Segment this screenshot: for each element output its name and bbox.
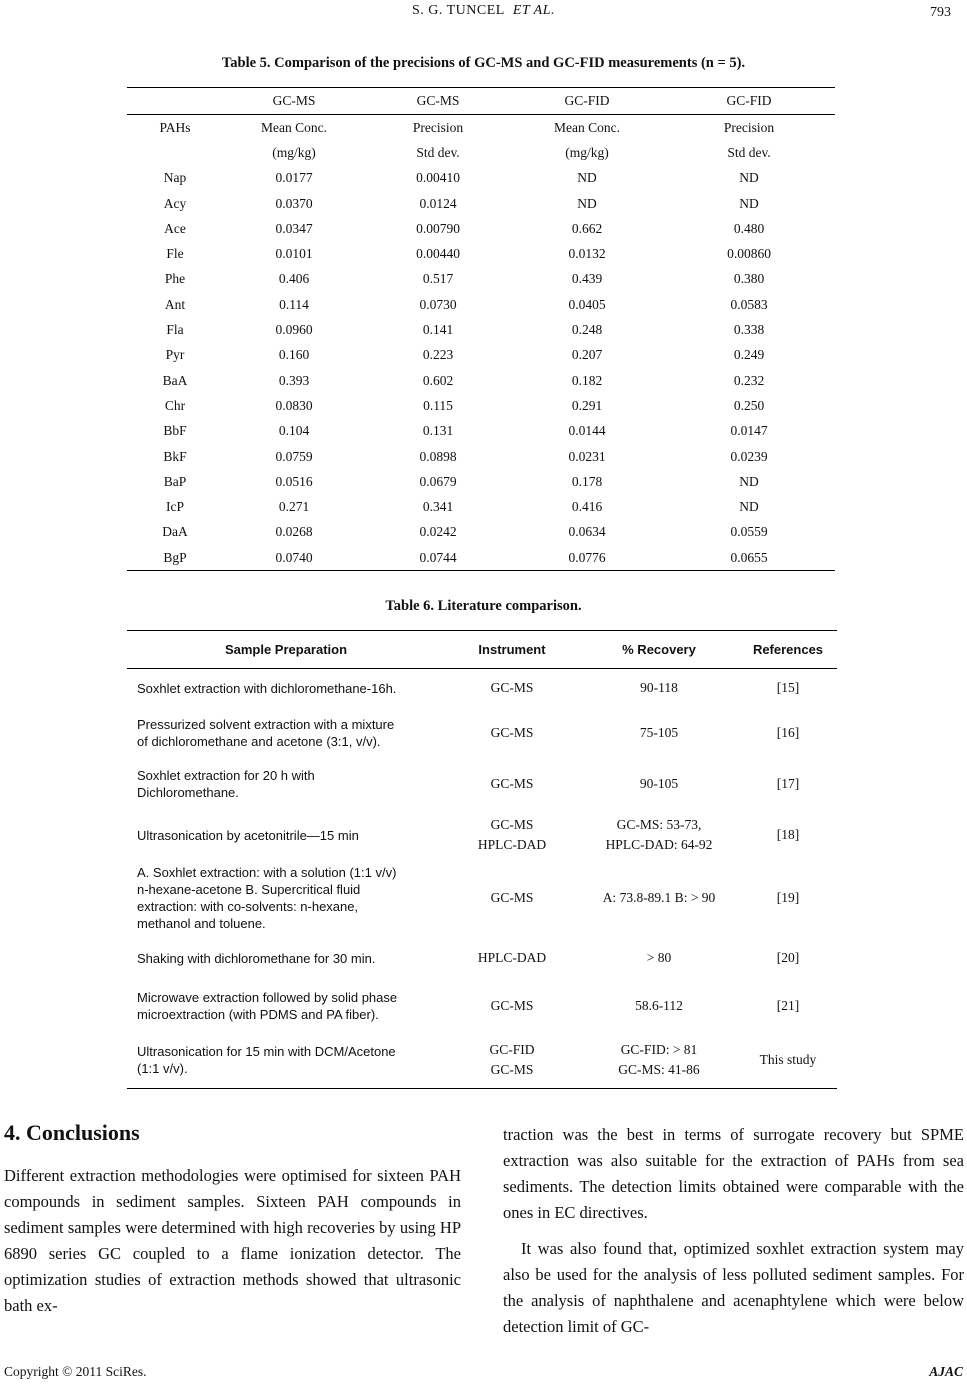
table5-value-cell: 0.104 [278, 423, 310, 439]
table5-value-cell: 0.0830 [275, 397, 313, 413]
table5-header-row [127, 115, 835, 141]
table6-recovery-cell-line: 75-105 [639, 725, 679, 740]
table6-instrument-cell-line: HPLC-DAD [477, 837, 547, 852]
table6-reference-cell: [16] [776, 725, 800, 740]
table5-pah-cell: Acy [163, 195, 187, 211]
table5-value-cell: 0.115 [423, 397, 453, 413]
table5-value-cell: 0.0242 [419, 524, 457, 540]
table5-row [127, 368, 835, 393]
table6-prep-cell-line: Soxhlet extraction for 20 h with [137, 768, 315, 783]
table5-value-cell: 0.0730 [419, 296, 457, 312]
table6-instrument-cell [445, 708, 579, 759]
table6-recovery-cell-line: 90-118 [640, 680, 678, 696]
copyright-text: Copyright © 2011 SciRes. [4, 1364, 147, 1379]
table6-recovery-cell-line: GC-MS: 41-86 [618, 1061, 700, 1077]
table5-header-cell: Std dev. [727, 144, 771, 160]
table6-prep-cell-line: Shaking with dichloromethane for 30 min. [137, 950, 376, 966]
table5-row [127, 317, 835, 342]
table6-recovery-cell-line: A: 73.8-89.1 B: > 90 [602, 890, 716, 905]
table5-value-cell: 0.223 [422, 347, 454, 363]
table6-prep-cell [127, 708, 445, 759]
table5-header-cell: GC-FID [663, 88, 835, 115]
table5-row [127, 191, 835, 216]
table6-reference-cell: [17] [776, 776, 800, 791]
table5-value-cell: 0.0231 [568, 448, 606, 464]
table5-value-cell: 0.341 [422, 499, 454, 515]
table5-value-cell: 0.00860 [727, 246, 771, 262]
table6-caption: Table 6. Literature comparison. [385, 598, 582, 614]
table6-header-cell: References [739, 631, 837, 669]
table5-value-cell: 0.406 [278, 271, 310, 287]
table6-instrument-cell-line: GC-MS [490, 1061, 534, 1077]
table6-prep-cell [127, 981, 445, 1032]
table5-pah-cell: BbF [163, 423, 187, 439]
table6-recovery-cell-line: 58.6-112 [635, 998, 683, 1013]
table5-value-cell: 0.271 [278, 499, 310, 515]
table5-caption: Table 5. Comparison of the precisions of GC-MS and GC-FID measurements (n = 5). [221, 55, 746, 71]
table6-prep-cell-line: Dichloromethane. [137, 785, 239, 800]
table5-header-cell: Mean Conc. [261, 119, 327, 135]
table6-prep-cell-line: Soxhlet extraction with dichloromethane-16h. [137, 680, 397, 696]
left-column [4, 1163, 461, 1319]
table6-recovery-cell [579, 759, 739, 810]
table5-value-cell: 0.00440 [416, 246, 460, 262]
table5-value-cell: 0.160 [278, 347, 310, 363]
table5-pah-cell: BaP [163, 473, 187, 489]
table5-row [127, 166, 835, 191]
right-column [503, 1122, 964, 1340]
table5-value-cell: 0.248 [571, 322, 603, 338]
table6-prep-cell [127, 669, 445, 708]
table5-value-cell: 0.0759 [275, 448, 313, 464]
table5-header-row [127, 88, 835, 115]
body-paragraph: It was also found that, optimized soxhlet extraction system may also be used for the analysis of less polluted sediment samples. For the analysis of naphthalene and acenaphtylene which were below detection limit of GC- [503, 1239, 964, 1336]
table5-header-cell [127, 88, 223, 115]
table6-recovery-cell [579, 669, 739, 708]
table6-recovery-cell-line: 90-105 [639, 776, 679, 791]
table6-prep-cell [127, 759, 445, 810]
table5-value-cell: 0.291 [571, 397, 603, 413]
table6-recovery-cell [579, 861, 739, 936]
table5-value-cell: 0.0147 [730, 423, 768, 439]
table6-prep-cell-line: microextraction (with PDMS and PA fiber). [137, 1007, 379, 1022]
table6-recovery-cell-line: > 80 [646, 950, 672, 965]
table6-prep-cell-line: Ultrasonication for 15 min with DCM/Acetone [137, 1043, 396, 1059]
table6-instrument-cell-line: GC-MS [490, 680, 534, 696]
table6-prep-cell-line: methanol and toluene. [137, 916, 266, 931]
table5-value-cell: 0.207 [571, 347, 603, 363]
table5-value-cell: 0.0101 [275, 246, 313, 262]
table5-value-cell: 0.0268 [275, 524, 313, 540]
table5-value-cell: 0.0239 [730, 448, 768, 464]
table5-pah-cell: BaA [162, 372, 188, 388]
table5-header-cell [127, 140, 223, 165]
table5-pah-cell: DaA [162, 524, 188, 540]
table5-value-cell: 0.0960 [275, 322, 313, 338]
table5-value-cell: ND [739, 473, 759, 489]
table6-header-cell: Sample Preparation [127, 631, 445, 669]
table5-value-cell: 0.0516 [275, 473, 313, 489]
table6-row [127, 759, 837, 810]
table5-pah-cell: Pyr [165, 347, 185, 363]
table6-instrument-cell [445, 810, 579, 861]
table6-reference-cell: [15] [776, 680, 800, 696]
running-header [0, 0, 967, 24]
table6-instrument-cell [445, 759, 579, 810]
table5-value-cell: 0.0132 [568, 246, 606, 262]
table5-pah-cell: BkF [163, 448, 187, 464]
table6-header-cell: % Recovery [579, 631, 739, 669]
table5-value-cell: 0.0144 [568, 423, 606, 439]
table5-row [127, 393, 835, 418]
table5-header-cell: (mg/kg) [272, 144, 316, 160]
table6-recovery-cell-line: GC-FID: > 81 [620, 1041, 698, 1057]
table5-header-cell: PAHs [159, 119, 191, 135]
table6-instrument-cell [445, 981, 579, 1032]
table6-row [127, 1032, 837, 1089]
table6-instrument-cell-line: GC-FID [489, 1041, 535, 1057]
table5-header-cell: (mg/kg) [565, 144, 609, 160]
table6-instrument-cell-line: GC-MS [490, 890, 534, 905]
table5-header-cell: Std dev. [416, 144, 460, 160]
table5-value-cell: 0.178 [571, 473, 603, 489]
table5-header-cell: Precision [412, 119, 464, 135]
table6-prep-cell [127, 861, 445, 936]
table5-header-cell: Mean Conc. [554, 119, 620, 135]
table6-recovery-cell [579, 810, 739, 861]
journal-name: AJAC [929, 1364, 963, 1379]
table5-value-cell: 0.338 [733, 322, 765, 338]
table5-value-cell: 0.0679 [419, 473, 457, 489]
table5-row [127, 469, 835, 494]
table5-pah-cell: BgP [127, 545, 223, 571]
table5-pah-cell: Chr [164, 397, 186, 413]
table5 [127, 87, 835, 571]
table5-header-row [127, 140, 835, 165]
table6-instrument-cell [445, 861, 579, 936]
table5-row [127, 494, 835, 519]
table5-value-cell: 0.00790 [416, 220, 460, 236]
table5-value-cell: 0.517 [422, 271, 454, 287]
table6-row [127, 708, 837, 759]
running-authors [0, 3, 967, 19]
table6-prep-cell [127, 1032, 445, 1089]
table5-pah-cell: Ace [164, 220, 186, 236]
table6-recovery-cell [579, 1032, 739, 1089]
table6-prep-cell [127, 936, 445, 981]
table5-value-cell: 0.0634 [568, 524, 606, 540]
table6-header-row [127, 631, 837, 669]
table5-value-cell: 0.249 [733, 347, 765, 363]
table5-value-cell: 0.0347 [275, 220, 313, 236]
table5-row [127, 545, 835, 571]
authors-suffix: ET AL. [512, 3, 556, 18]
table6-recovery-cell [579, 936, 739, 981]
table5-header-cell: GC-MS [365, 88, 511, 115]
table6-instrument-cell-line: HPLC-DAD [477, 950, 547, 965]
body-paragraph: Different extraction methodologies were optimised for sixteen PAH compounds in sediment samples. Sixteen PAH compounds in sediment samples were determined with high recoveries by using HP 6890 series GC coupled to a flame ionization detector. The optimization studies of extraction methods showed that ultrasonic bath ex- [4, 1166, 461, 1315]
table5-value-cell: 0.0655 [663, 545, 835, 571]
table5-value-cell: 0.0583 [730, 296, 768, 312]
table5-row [127, 520, 835, 545]
table5-row [127, 292, 835, 317]
table5-header-cell: Precision [723, 119, 775, 135]
table5-value-cell: 0.0740 [223, 545, 365, 571]
table5-value-cell: 0.0370 [275, 195, 313, 211]
table5-pah-cell: Fle [166, 246, 184, 262]
table6-prep-cell [127, 810, 445, 861]
table5-row [127, 267, 835, 292]
table6-row [127, 669, 837, 708]
table5-value-cell: 0.232 [733, 372, 765, 388]
table6-recovery-cell [579, 708, 739, 759]
table6-row [127, 936, 837, 981]
table5-value-cell: 0.480 [733, 220, 765, 236]
table6-instrument-cell [445, 1032, 579, 1089]
body-paragraph: traction was the best in terms of surrogate recovery but SPME extraction was also suitable for the extraction of PAHs from sea sediments. The detection limits obtained were comparable with the ones in EC directives. [503, 1125, 964, 1222]
table5-value-cell: 0.380 [733, 271, 765, 287]
table6-instrument-cell-line: GC-MS [490, 725, 534, 740]
table5-value-cell: 0.250 [733, 397, 765, 413]
table5-row [127, 343, 835, 368]
table5-row [127, 216, 835, 241]
table5-pah-cell: Fla [166, 322, 184, 338]
table5-row [127, 419, 835, 444]
table6-reference-cell: [21] [776, 998, 800, 1013]
table5-value-cell: 0.416 [571, 499, 603, 515]
table5-value-cell: 0.0124 [419, 195, 457, 211]
table6-prep-cell-line: of dichloromethane and acetone (3:1, v/v). [137, 734, 381, 749]
table5-value-cell: 0.0776 [511, 545, 663, 571]
table5-pah-cell: Phe [164, 271, 186, 287]
table5-value-cell: ND [739, 499, 759, 515]
table6-header-cell: Instrument [445, 631, 579, 669]
authors-prefix: S. G. TUNCEL [411, 3, 505, 18]
table5-value-cell: 0.141 [422, 322, 454, 338]
table5-pah-cell: Nap [163, 170, 187, 186]
table6-prep-cell-line: Ultrasonication by acetonitrile―15 min [137, 827, 359, 843]
table5-value-cell: 0.0898 [419, 448, 457, 464]
section-heading: 4. Conclusions [4, 1120, 140, 1145]
table6-prep-cell-line: extraction: with co-solvents: n-hexane, [137, 899, 359, 914]
table5-row [127, 241, 835, 266]
table6-recovery-cell-line: HPLC-DAD: 64-92 [605, 837, 713, 852]
table6-row [127, 861, 837, 936]
page-number: 793 [930, 5, 951, 20]
table6-instrument-cell [445, 936, 579, 981]
table5-value-cell: 0.393 [278, 372, 310, 388]
table6-prep-cell-line: Microwave extraction followed by solid phase [137, 990, 398, 1005]
table6-prep-cell-line: (1:1 v/v). [137, 1060, 188, 1076]
table5-value-cell: 0.182 [571, 372, 603, 388]
table5-value-cell: ND [739, 195, 759, 211]
table6-reference-cell: [18] [776, 827, 800, 842]
table6-instrument-cell [445, 669, 579, 708]
table5-row [127, 444, 835, 469]
table5-value-cell: ND [577, 195, 597, 211]
table5-value-cell: 0.00410 [416, 170, 460, 186]
table6-reference-cell: This study [739, 1032, 837, 1089]
table5-value-cell: 0.602 [422, 372, 454, 388]
table5-value-cell: 0.439 [571, 271, 603, 287]
table6-instrument-cell-line: GC-MS [490, 998, 534, 1013]
table5-header-cell: GC-MS [223, 88, 365, 115]
table5-value-cell: 0.662 [571, 220, 603, 236]
table5-pah-cell: Ant [164, 296, 186, 312]
table6-row [127, 810, 837, 861]
table6-prep-cell-line: A. Soxhlet extraction: with a solution (1:1 v/v) [137, 865, 397, 880]
table5-value-cell: 0.0177 [275, 170, 313, 186]
table5-value-cell: ND [577, 170, 597, 186]
table5-value-cell: ND [739, 170, 759, 186]
table5-header-cell: GC-FID [511, 88, 663, 115]
table6-row [127, 981, 837, 1032]
table6-prep-cell-line: n-hexane-acetone B. Supercritical fluid [137, 882, 361, 897]
table5-value-cell: 0.114 [279, 296, 309, 312]
table5-value-cell: 0.0559 [730, 524, 768, 540]
table6 [127, 630, 837, 1089]
table5-value-cell: 0.131 [422, 423, 454, 439]
table6-reference-cell: [20] [776, 950, 800, 965]
table6-instrument-cell-line: GC-MS [490, 817, 534, 832]
table6-recovery-cell [579, 981, 739, 1032]
table6-reference-cell: [19] [776, 890, 800, 905]
table6-instrument-cell-line: GC-MS [490, 776, 534, 791]
table5-value-cell: 0.0405 [568, 296, 606, 312]
table5-pah-cell: IcP [166, 499, 184, 515]
table6-recovery-cell-line: GC-MS: 53-73, [616, 817, 702, 832]
table5-value-cell: 0.0744 [365, 545, 511, 571]
table6-prep-cell-line: Pressurized solvent extraction with a mixture [137, 717, 395, 732]
